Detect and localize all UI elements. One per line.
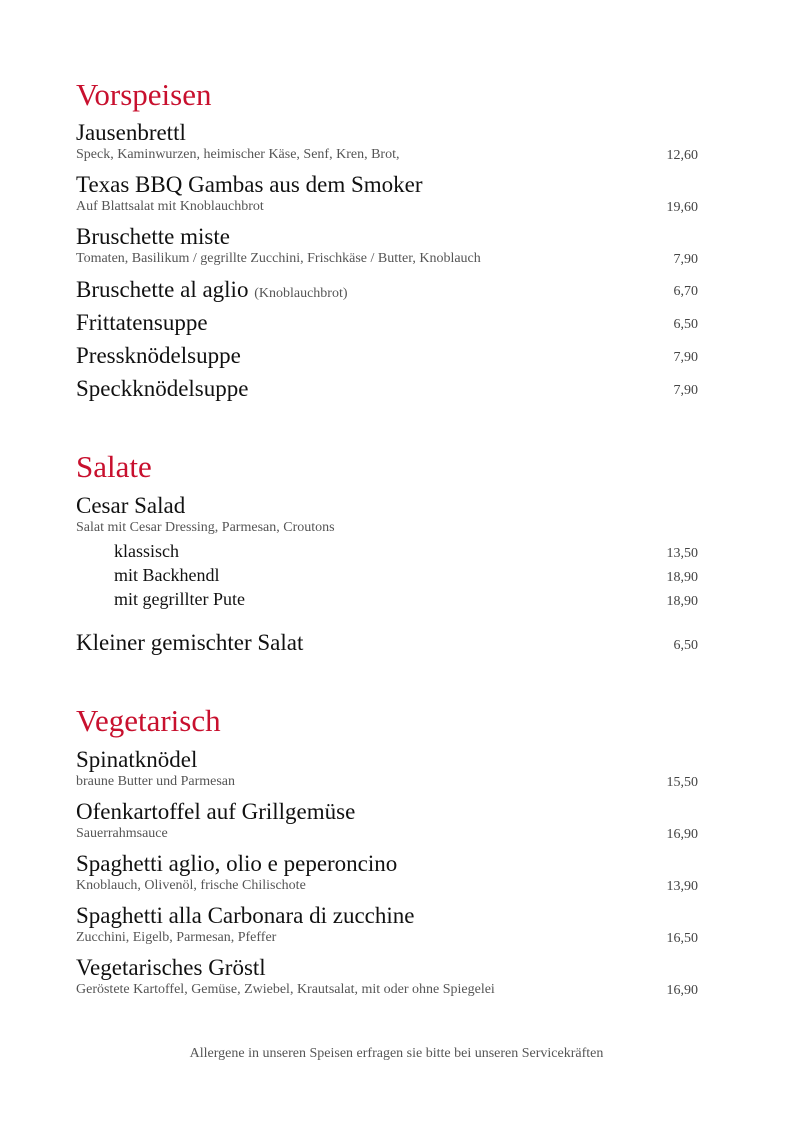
- dish-name: Vegetarisches Gröstl: [76, 955, 266, 980]
- dish-description: Geröstete Kartoffel, Gemüse, Zwiebel, Krautsalat, mit oder ohne Spiegelei: [76, 982, 495, 997]
- variant-name: mit Backhendl: [114, 565, 220, 585]
- dish-name: Ofenkartoffel auf Grillgemüse: [76, 799, 356, 824]
- dish-price: 12,60: [666, 148, 698, 163]
- dish-description: Salat mit Cesar Dressing, Parmesan, Croutons: [76, 520, 335, 535]
- dish-name: Frittatensuppe: [76, 310, 208, 335]
- dish-price: 6,50: [673, 317, 698, 332]
- dish-name: [76, 277, 698, 307]
- dish-price: 7,90: [673, 383, 698, 398]
- dish-name: Speckknödelsuppe: [76, 376, 249, 401]
- dish-price: 16,90: [666, 983, 698, 998]
- dish-bruschette-miste: [76, 224, 698, 268]
- dish-description: braune Butter und Parmesan: [76, 774, 236, 789]
- dish-name: Spinatknödel: [76, 747, 198, 772]
- dish-name: Spaghetti alla Carbonara di zucchine: [76, 903, 415, 928]
- section-title-vegetarisch: Vegetarisch: [76, 703, 221, 738]
- dish-name: Cesar Salad: [76, 493, 186, 518]
- dish-price: 7,90: [673, 252, 698, 267]
- dish-price: 6,70: [673, 284, 698, 299]
- variant-name: klassisch: [114, 541, 179, 561]
- dish-spinatknoedel: [76, 747, 698, 791]
- dish-name: Bruschette miste: [76, 224, 230, 249]
- dish-description: Knoblauch, Olivenöl, frische Chilischote: [76, 878, 306, 893]
- dish-texas-bbq-gambas: [76, 172, 698, 216]
- variant-price: 13,50: [666, 546, 698, 561]
- dish-ofenkartoffel: [76, 799, 698, 843]
- dish-price: 13,90: [666, 879, 698, 894]
- dish-price: 19,60: [666, 200, 698, 215]
- dish-spaghetti-aglio-olio: [76, 851, 698, 895]
- variant-price: 18,90: [666, 594, 698, 609]
- dish-price: 6,50: [673, 638, 698, 653]
- dish-cesar-salad: [76, 493, 698, 537]
- dish-name: Texas BBQ Gambas aus dem Smoker: [76, 172, 423, 197]
- dish-description: Auf Blattsalat mit Knoblauchbrot: [76, 199, 264, 214]
- dish-description: Tomaten, Basilikum / gegrillte Zucchini, Frischkäse / Butter, Knoblauch: [76, 251, 481, 266]
- dish-price: 7,90: [673, 350, 698, 365]
- section-title-vorspeisen: Vorspeisen: [76, 77, 212, 112]
- allergen-notice: Allergene in unseren Speisen erfragen sie bitte bei unseren Servicekräften: [189, 1046, 604, 1061]
- dish-vegetarisches-groestl: [76, 955, 698, 999]
- dish-note: (Knoblauchbrot): [254, 286, 348, 301]
- dish-description: Zucchini, Eigelb, Parmesan, Pfeffer: [76, 930, 277, 945]
- dish-name-text: Bruschette al aglio: [76, 277, 249, 302]
- dish-name: Kleiner gemischter Salat: [76, 630, 304, 655]
- dish-name: Spaghetti aglio, olio e peperoncino: [76, 851, 398, 876]
- variant-price: 18,90: [666, 570, 698, 585]
- dish-description: Speck, Kaminwurzen, heimischer Käse, Senf, Kren, Brot,: [76, 147, 400, 162]
- variant-mit-backhendl: [114, 564, 698, 586]
- variant-mit-gegrillter-pute: [114, 588, 698, 610]
- dish-name: Pressknödelsuppe: [76, 343, 241, 368]
- dish-name: Jausenbrettl: [76, 120, 186, 145]
- dish-price: 16,90: [666, 827, 698, 842]
- dish-spaghetti-carbonara-zucchine: [76, 903, 698, 947]
- dish-frittatensuppe: [76, 310, 698, 336]
- dish-price: 15,50: [666, 775, 698, 790]
- dish-speckknoedelsuppe: [76, 376, 698, 402]
- section-title-salate: Salate: [76, 449, 152, 484]
- dish-pressknoedelsuppe: [76, 343, 698, 369]
- variant-klassisch: [114, 540, 698, 562]
- dish-jausenbrettl: [76, 120, 698, 164]
- dish-price: 16,50: [666, 931, 698, 946]
- dish-bruschette-al-aglio: [76, 277, 698, 307]
- variant-name: mit gegrillter Pute: [114, 589, 245, 609]
- dish-description: Sauerrahmsauce: [76, 826, 168, 841]
- dish-kleiner-gemischter-salat: [76, 630, 698, 656]
